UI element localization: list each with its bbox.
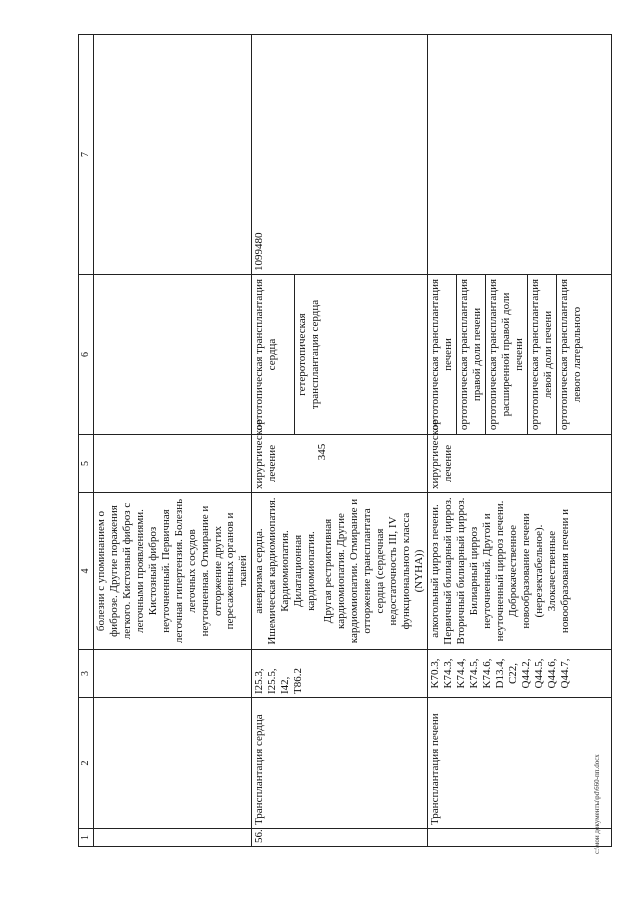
procedure-name: Трансплантация печени xyxy=(428,698,612,829)
footer-file-path: c:\мои документы\pd\660-пп.docx xyxy=(593,754,601,854)
treatment-type: хирургическое лечение xyxy=(428,435,612,493)
treatment-methods xyxy=(252,275,428,435)
col-header-3: 3 xyxy=(79,650,94,698)
diagnosis-part-1: аневризма сердца. Ишемическая кардиомиопатия. Кардиомиопатия. Дилатационная кардиомиопатия. xyxy=(253,497,318,645)
icd-codes: K70.3, K74.3, K74.4, K74.5, K74.6, D13.4, C22, Q44.2, Q44.5, Q44.6, Q44.7, xyxy=(428,650,612,698)
diagnosis xyxy=(252,493,428,650)
cost: 1099480 xyxy=(252,35,428,275)
method-item: ортотопическая трансплантация левого латерального xyxy=(557,278,583,431)
method-item: гетеротопическая трансплантация сердца xyxy=(296,299,322,410)
procedure-name: Трансплантация сердца xyxy=(252,698,428,829)
table-row-liver xyxy=(428,35,612,847)
treatment-type: хирургическое лечение xyxy=(252,435,428,493)
table-row-continuation xyxy=(93,35,252,847)
diagnosis: алкогольный цирроз печени. Первичный билиарный цирроз. Вторичный билиарный цирроз. Билиарный цирроз неуточненный. Другой и неуточненный цирроз печени. Доброкачественное новообразование печени (нерезектабельное). Злокачественные новообразования печени и xyxy=(428,493,612,650)
col-header-7: 7 xyxy=(79,35,94,275)
col-header-4: 4 xyxy=(79,493,94,650)
method-item: ортотопическая трансплантация левой доли печени xyxy=(527,275,556,434)
method-item: ортотопическая трансплантация расширенной правой доли печени xyxy=(485,275,527,434)
col-header-6: 6 xyxy=(79,275,94,435)
col-header-1: 1 xyxy=(79,829,94,847)
medical-care-table xyxy=(78,34,612,847)
header-row xyxy=(79,35,94,847)
col-header-2: 2 xyxy=(79,698,94,829)
treatment-methods xyxy=(428,275,612,435)
method-item: ортотопическая трансплантация правой доли печени xyxy=(456,275,485,434)
table-row-56 xyxy=(252,35,428,847)
diagnosis-part-2: Другая рестриктивная кардиомиопатия. Другие кардиомиопатии. Отмирание и отторжение трансплантата сердца (сердечная недостаточность III, IV функционального класса (NYHA)) xyxy=(322,498,426,644)
rotated-table-wrapper xyxy=(78,35,583,847)
icd-codes: I25.3, I25.5, I42, T86.2 xyxy=(252,650,428,698)
method-item: ортотопическая трансплантация печени xyxy=(428,275,456,434)
col-header-5: 5 xyxy=(79,435,94,493)
diagnosis-continuation: болезни с упоминанием о фиброзе. Другие поражения легкого. Кистозный фиброз с легочными проявлениями. Кистозный фиброз неуточненный. Первичная легочная гипертензия. Болезнь легочных сосудов неуточненная. Отмирание и отторжение других пересаженных органов и тканей xyxy=(93,493,252,650)
page-number: 345 xyxy=(316,443,328,461)
method-item: ортотопическая трансплантация сердца xyxy=(252,275,295,434)
row-number: 56. xyxy=(252,829,428,847)
